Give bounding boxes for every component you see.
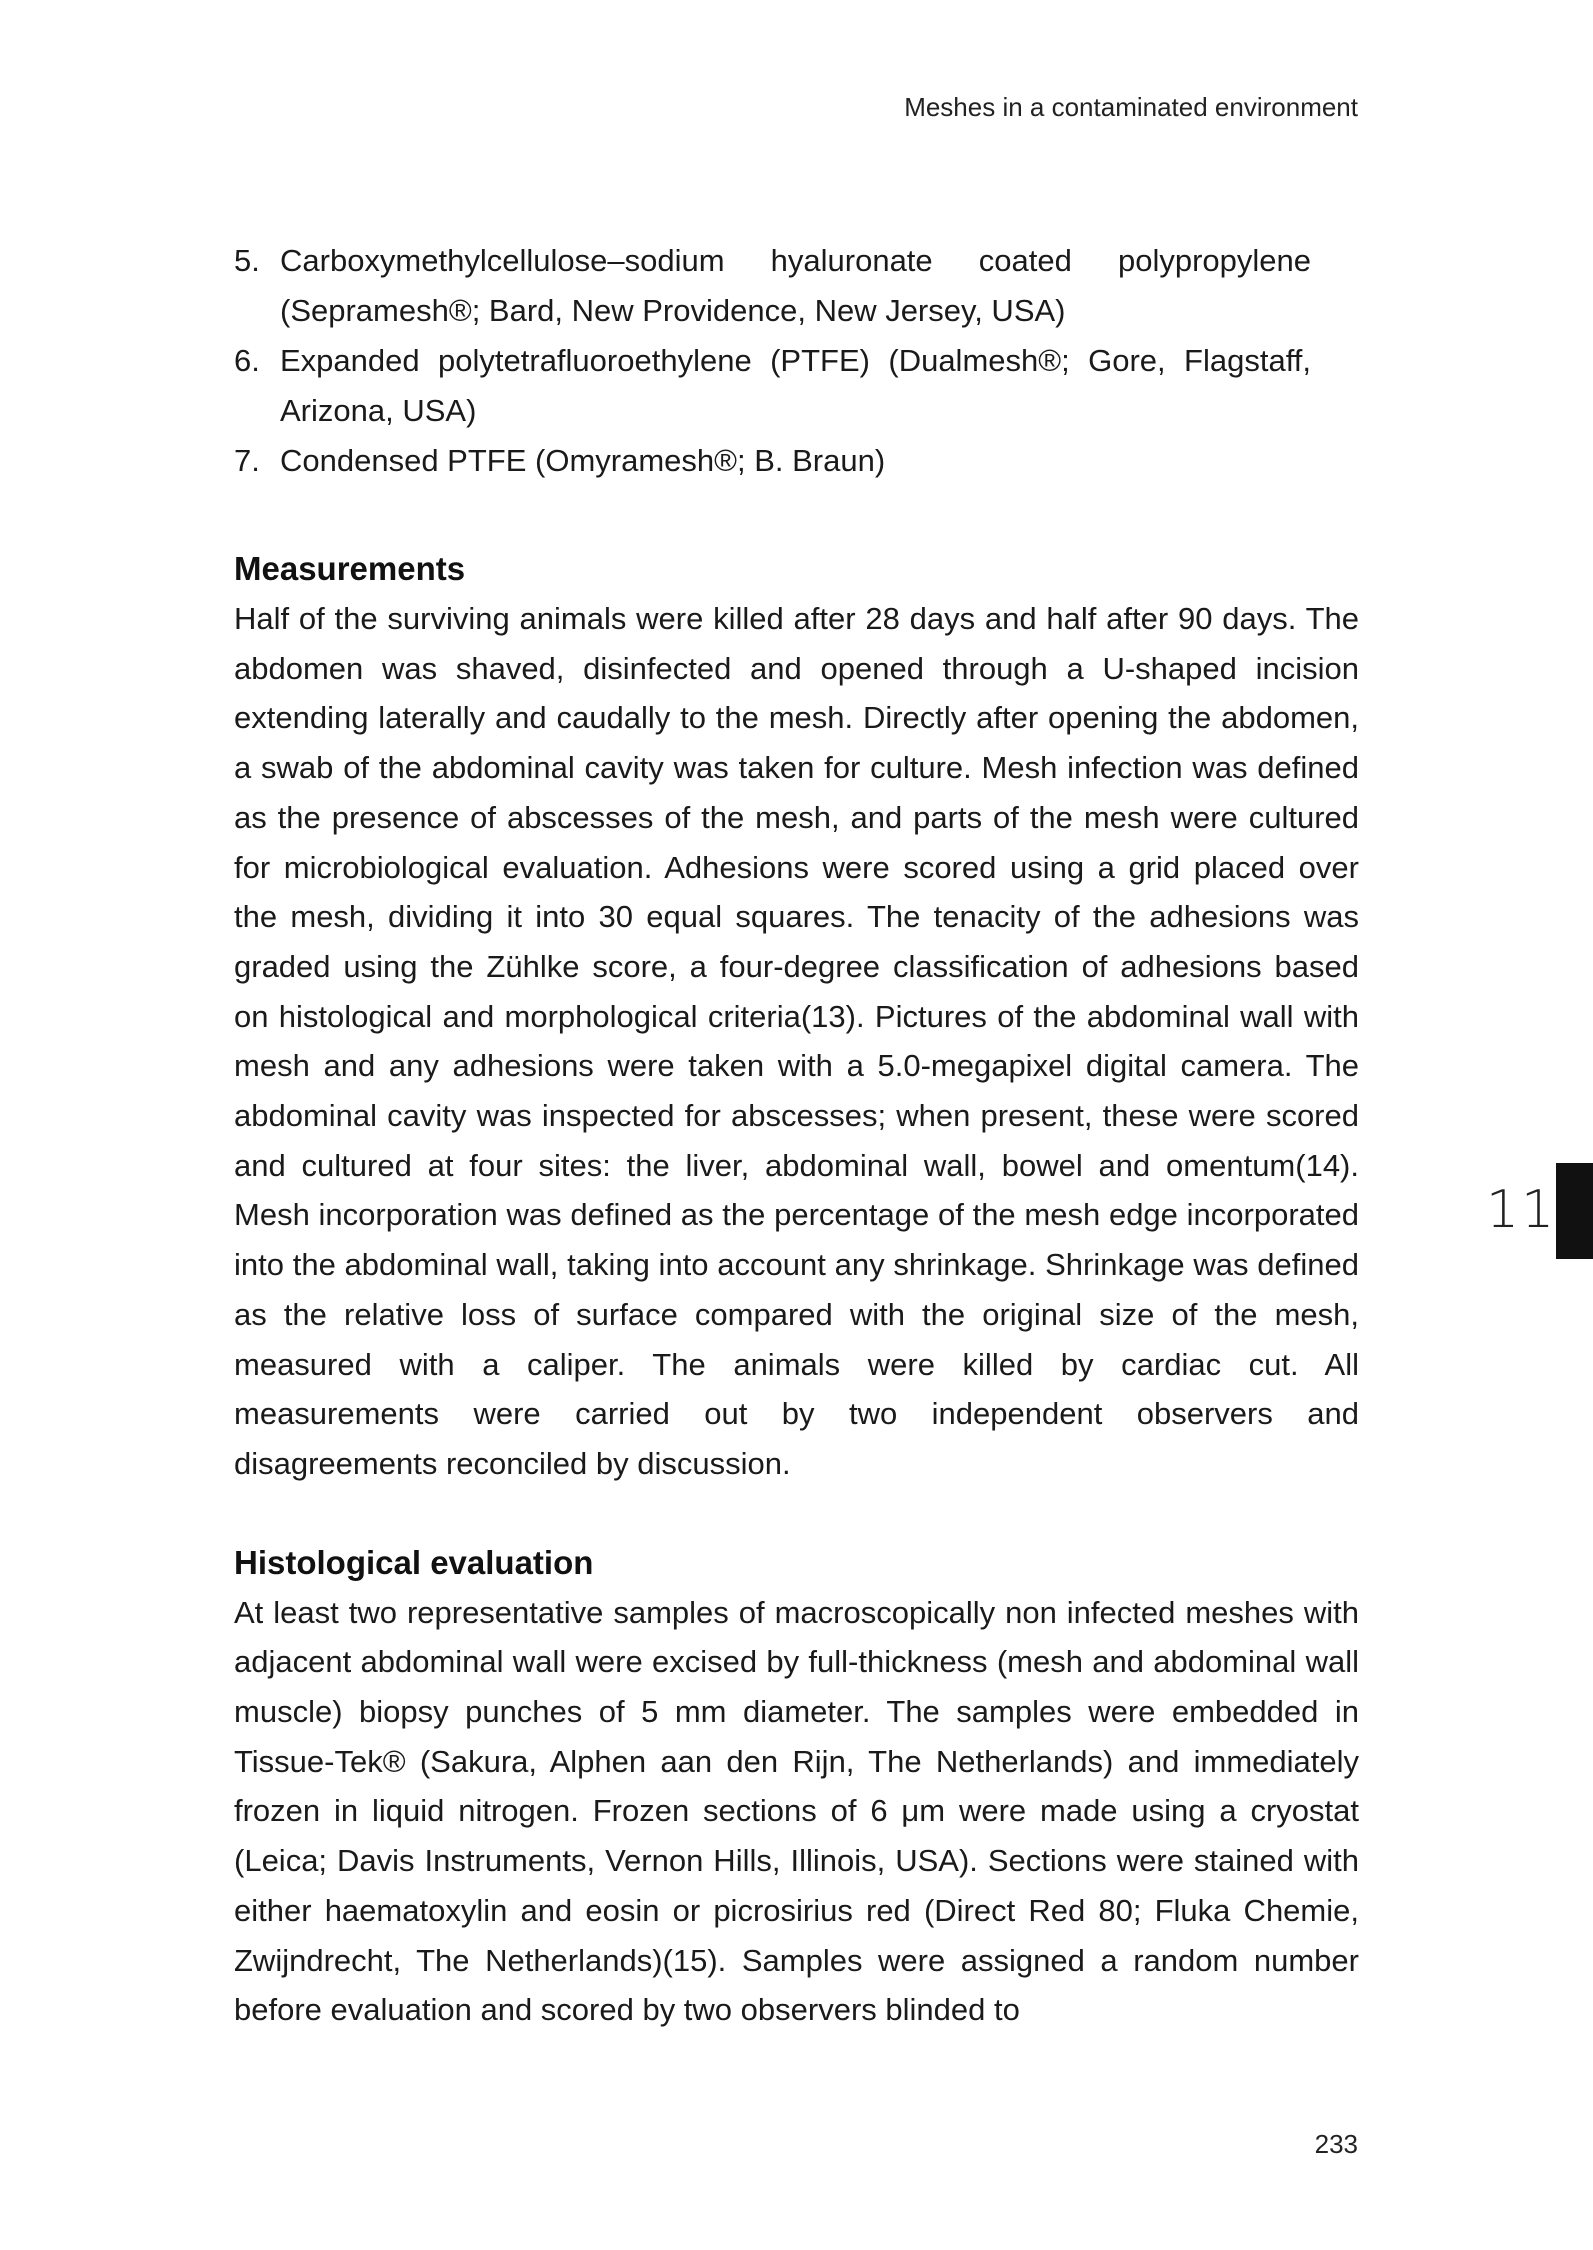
list-item-number: 7. (234, 443, 260, 478)
list-item (234, 436, 1311, 486)
measurements-paragraph: Half of the surviving animals were killed after 28 days and half after 90 days. The abdomen was shaved, disinfected and opened through a U-shaped incision extending laterally and caudally to the mesh. Directly after opening the abdomen, a swab of the abdominal cavity was taken for culture. Mesh infection was defined as the presence of abscesses of the mesh, and parts of the mesh were cultured for microbiological evaluation. Adhesions were scored using a grid placed over the mesh, dividing it into 30 equal squares. The tenacity of the adhesions was graded using the Zühlke score, a four-degree classification of adhesions based on histological and morphological criteria(13). Pictures of the abdominal wall with mesh and any adhesions were taken with a 5.0-megapixel digital camera. The abdominal cavity was inspected for abscesses; when present, these were scored and cultured at four sites: the liver, abdominal wall, bowel and omentum(14). Mesh incorporation was defined as the percentage of the mesh edge incorporated into the abdominal wall, taking into account any shrinkage. Shrinkage was defined as the relative loss of surface compared with the original size of the mesh, measured with a caliper. The animals were killed by cardiac cut. All measurements were carried out by two independent observers and disagreements reconciled by discussion. (234, 601, 1359, 1481)
histology-paragraph: At least two representative samples of macroscopically non infected meshes with adjacent abdominal wall were excised by full-thickness (mesh and abdominal wall muscle) biopsy punches of 5 mm diameter. The samples were embedded in Tissue-Tek® (Sakura, Alphen aan den Rijn, The Netherlands) and immediately frozen in liquid nitrogen. Frozen sections of 6 μm were made using a cryostat (Leica; Davis Instruments, Vernon Hills, Illinois, USA). Sections were stained with either haematoxylin and eosin or picrosirius red (Direct Red 80; Fluka Chemie, Zwijndrecht, The Netherlands)(15). Samples were assigned a random number before evaluation and scored by two observers blinded to (234, 1594, 1359, 2028)
list-item (234, 236, 1311, 336)
chapter-number: 11 (1486, 1180, 1557, 1240)
running-header: Meshes in a contaminated environment (904, 92, 1358, 122)
list-item-number: 5. (234, 243, 260, 278)
chapter-tab-marker (1556, 1163, 1593, 1259)
list-item-text: Carboxymethylcellulose–sodium hyaluronate coated polypropylene (Sepramesh®; Bard, New Providence, New Jersey, USA) (280, 243, 1311, 328)
list-item-text: Condensed PTFE (Omyramesh®; B. Braun) (280, 443, 886, 478)
histology-heading: Histological evaluation (234, 1543, 594, 1581)
page-number: 233 (1314, 2129, 1358, 2159)
mesh-list (234, 236, 1311, 486)
list-item (234, 336, 1311, 436)
measurements-heading: Measurements (234, 550, 466, 587)
list-item-text: Expanded polytetrafluoroethylene (PTFE) (Dualmesh®; Gore, Flagstaff, Arizona, USA) (280, 343, 1311, 428)
list-item-number: 6. (234, 343, 260, 378)
page-body (234, 236, 1359, 2035)
